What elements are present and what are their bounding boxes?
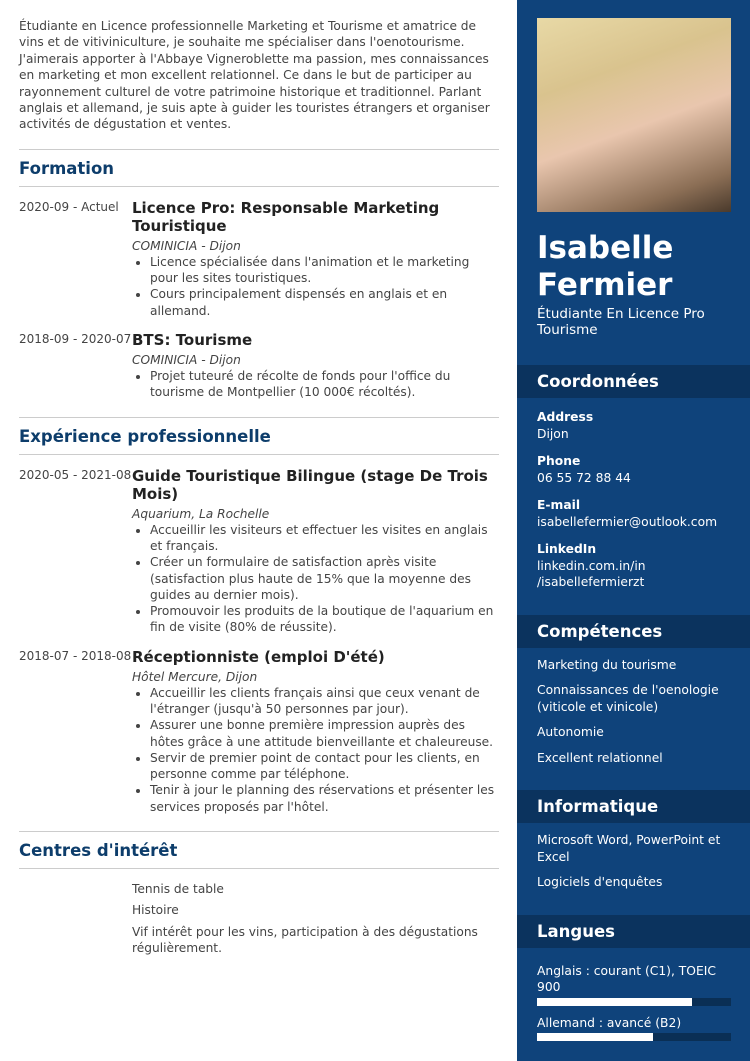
bullet-item: • Promouvoir les produits de la boutique de l'aquarium en fin de visite (80% de réussite). (150, 603, 499, 636)
entry-organization: COMINICIA - Dijon (132, 353, 241, 368)
profile-photo (537, 18, 731, 212)
experience-entry (19, 467, 499, 636)
language-label: Anglais : courant (C1), TOEIC 900 (537, 963, 716, 994)
language-label: Allemand : avancé (B2) (537, 1015, 682, 1030)
first-name: Isabelle (537, 230, 674, 266)
formation-heading: Formation (19, 149, 499, 187)
bullet-item: • Accueillir les visiteurs et effectuer les visites en anglais et français. (150, 522, 499, 555)
entry-organization: Aquarium, La Rochelle (132, 506, 270, 521)
computing-item: Logiciels d'enquêtes (537, 875, 663, 889)
summary: Étudiante en Licence professionnelle Marketing et Tourisme et amatrice de vins et de vitiviniculture, je souhaite me spécialiser dans l'oenotourisme. J'aimerais apporter à l'Abbaye Vigneroblette ma passion, mes connaissances en marketing et mon excellent relationnel. Ce dans le but de participer au rayonnement culturel de votre patrimoine historique et traditionnel. Parlant anglais et allemand, je suis apte à guider les touristes étrangers et organiser activités de dégustation et ventes. (19, 19, 490, 132)
formation-entry (19, 331, 499, 401)
skills-item: Marketing du tourisme (537, 657, 677, 672)
entry-date: 2020-09 - Actuel (19, 199, 119, 214)
language-level-bar (537, 1033, 731, 1041)
entry-date: 2018-07 - 2018-08 (19, 648, 132, 663)
contact-heading: Coordonnées (517, 365, 750, 398)
bullet-item: • Accueillir les clients français ainsi que ceux venant de l'étranger (jusqu'à 50 personnes par jour). (150, 685, 499, 718)
interests-heading: Centres d'intérêt (19, 831, 499, 869)
skills-item: Autonomie (537, 725, 604, 739)
bullet-item: • Cours principalement dispensés en anglais et en allemand. (150, 286, 499, 319)
interest-item: Vif intérêt pour les vins, participation à des dégustations régulièrement. (132, 924, 478, 955)
contact-label: Address (537, 410, 594, 424)
bullet-item: • Tenir à jour le planning des réservations et présenter les services proposés par l'hôtel. (150, 782, 499, 815)
entry-title: BTS: Tourisme (132, 331, 253, 350)
contact-label: LinkedIn (537, 542, 597, 556)
interest-item: Histoire (132, 903, 179, 918)
bullet-item: • Créer un formulaire de satisfaction après visite (satisfaction plus haute de 15% que la moyenne des guides au dernier mois). (150, 554, 499, 603)
bullet-item: • Licence spécialisée dans l'animation et le marketing pour les sites touristiques. (150, 254, 499, 287)
entry-bullets (150, 368, 499, 401)
skills-heading: Compétences (517, 615, 750, 648)
contact-value[interactable]: Dijon (537, 426, 569, 441)
interests-list (132, 881, 499, 956)
entry-bullets (150, 685, 499, 815)
entry-organization: COMINICIA - Dijon (132, 238, 241, 253)
languages-heading: Langues (517, 915, 750, 948)
entry-bullets (150, 254, 499, 319)
entry-body (132, 467, 499, 636)
experience-entry (19, 648, 499, 815)
last-name: Fermier (537, 267, 673, 303)
skills-item: Connaissances de l'oenologie (viticole et vinicole) (537, 683, 719, 714)
entry-title: Réceptionniste (emploi D'été) (132, 647, 385, 666)
bullet-item: • Servir de premier point de contact pour les clients, en personne comme par téléphone. (150, 750, 499, 783)
contact-label: E-mail (537, 498, 581, 512)
job-subtitle: Étudiante En Licence Pro Tourisme (537, 306, 705, 338)
entry-organization: Hôtel Mercure, Dijon (132, 669, 258, 684)
entry-date: 2020-05 - 2021-08 (19, 467, 132, 482)
entry-title: Licence Pro: Responsable Marketing Touristique (132, 198, 440, 235)
sidebar (517, 0, 750, 1061)
contact-value[interactable]: isabellefermier@outlook.com (537, 514, 718, 529)
contact-label: Phone (537, 454, 581, 468)
language-level-bar (537, 998, 731, 1006)
experience-heading: Expérience professionnelle (19, 417, 499, 455)
main-column (19, 18, 499, 961)
computing-heading: Informatique (517, 790, 750, 823)
language-level-fill (537, 1033, 653, 1041)
contact-value[interactable]: 06 55 72 88 44 (537, 470, 631, 485)
entry-date: 2018-09 - 2020-07 (19, 332, 132, 347)
formation-entry (19, 199, 499, 319)
entry-body (132, 648, 499, 815)
computing-item: Microsoft Word, PowerPoint et Excel (537, 833, 721, 864)
bullet-item: • Projet tuteuré de récolte de fonds pour l'office du tourisme de Montpellier (10 000€ récoltés). (150, 368, 499, 401)
entry-title: Guide Touristique Bilingue (stage De Trois Mois) (132, 466, 488, 503)
interest-item: Tennis de table (132, 882, 224, 897)
entry-bullets (150, 522, 499, 636)
entry-body (132, 331, 499, 401)
full-name (537, 230, 673, 304)
language-level-fill (537, 998, 692, 1006)
bullet-item: • Assurer une bonne première impression auprès des hôtes grâce à une attitude bienveillante et chaleureuse. (150, 717, 499, 750)
entry-body (132, 199, 499, 319)
contact-value[interactable]: linkedin.com.in/in /isabellefermierzt (537, 558, 646, 589)
skills-item: Excellent relationnel (537, 750, 663, 765)
